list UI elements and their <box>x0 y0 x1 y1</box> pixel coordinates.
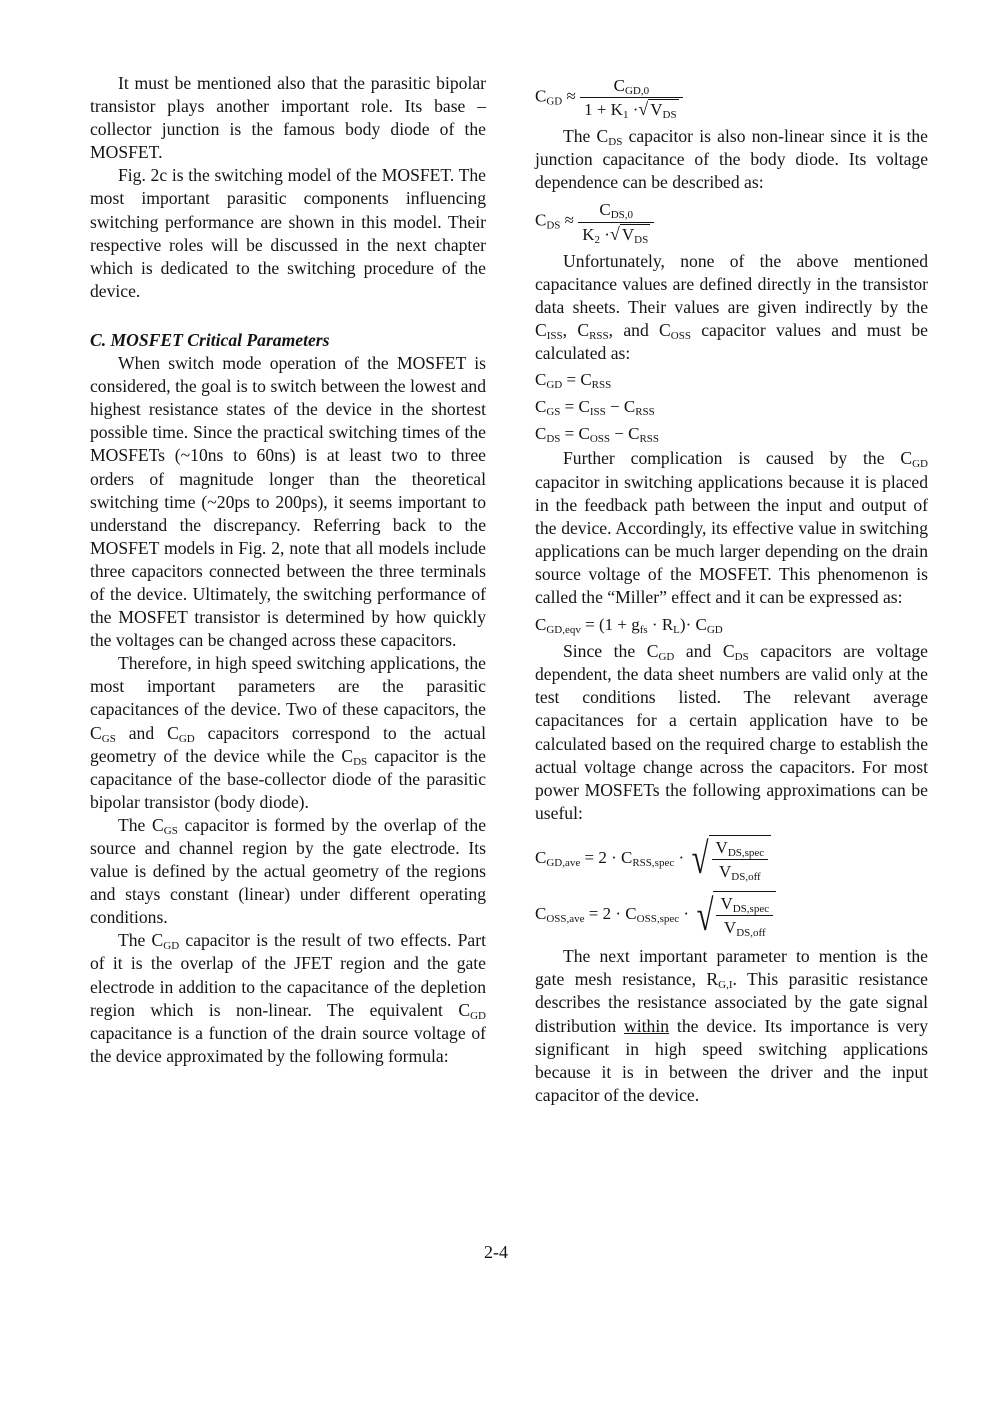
eq-symbol: C <box>535 615 547 635</box>
right-column <box>535 72 928 1107</box>
equation-cgd <box>535 74 928 121</box>
eq-text: 1 + K <box>584 100 623 120</box>
text-run: Since the C <box>563 641 659 662</box>
text-run: The C <box>118 930 164 951</box>
text-run: Unfortunately, none of the above mentioned capacitance values are defined directly in the transistor data sheets. Their values are given indirectly by the C <box>535 250 928 340</box>
numerator <box>712 836 769 859</box>
subscript: GD <box>163 940 180 953</box>
eq-symbol: C <box>535 847 547 867</box>
eq-text: (1 + g <box>598 615 640 635</box>
text-run: capacitance is a function of the drain source voltage of the device approximated by the following formula: <box>90 1022 486 1066</box>
fraction <box>580 74 683 121</box>
text-run: , and C <box>608 319 671 340</box>
subscript: DS <box>734 651 749 664</box>
radicand <box>648 99 678 122</box>
eq-text: )· C <box>679 615 707 635</box>
radicand <box>713 891 776 939</box>
equation-coss-ave <box>535 891 928 939</box>
eq-symbol: C <box>535 210 547 230</box>
eq-operator: = <box>564 424 575 444</box>
eq-operator: = <box>588 904 599 924</box>
eq-symbol: V <box>720 894 733 914</box>
fraction <box>712 836 769 883</box>
eq-symbol: C <box>623 397 636 417</box>
eq-symbol: C <box>628 424 640 444</box>
eq-operator: = <box>566 370 577 390</box>
subscript: 2 <box>594 233 601 246</box>
fraction <box>578 198 654 245</box>
text-run: the device. Its importance is very significant in high speed switching applications because it is in between the driver and the input capacitor of the device. <box>535 1015 929 1105</box>
equation-cds-coss <box>535 422 928 445</box>
text-run: Therefore, in high speed switching applications, the most important parameters are the parasitic capacitances of the device. Two of these capacitors, the C <box>90 653 486 743</box>
eq-operator: − <box>614 424 624 444</box>
text-run: The C <box>563 126 609 147</box>
paragraph <box>535 125 928 194</box>
fraction <box>716 892 773 939</box>
subscript: GD <box>912 458 928 471</box>
subscript: GS <box>163 824 178 837</box>
subscript: GD <box>178 732 195 745</box>
sqrt <box>688 835 771 883</box>
eq-symbol: V <box>621 224 635 244</box>
sqrt <box>610 223 650 246</box>
paragraph <box>90 652 486 814</box>
text-run: Further complication is caused by the C <box>563 448 913 469</box>
radical-sign: √ <box>696 890 714 940</box>
subscript: GD <box>470 1009 486 1022</box>
eq-symbol: V <box>723 918 737 938</box>
subscript: OSS,ave <box>546 913 585 926</box>
subscript: DS <box>546 433 561 446</box>
radical-sign: √ <box>609 223 620 244</box>
subscript: DS <box>662 109 677 122</box>
paragraph <box>535 640 928 825</box>
subscript: RSS <box>591 379 612 392</box>
paragraph <box>535 945 928 1107</box>
radicand <box>709 835 772 883</box>
subscript: GD <box>546 95 563 108</box>
subscript: ISS <box>546 329 563 342</box>
paragraph <box>90 929 486 1068</box>
paragraph <box>535 447 928 609</box>
text-run: The next important parameter to mention is the gate mesh resistance, R <box>535 946 928 990</box>
eq-symbol: C <box>535 397 547 417</box>
subscript: DS,spec <box>732 903 770 916</box>
text-run: capacitor is also non-linear since it is the junction capacitance of the body diode. Its voltage dependence can be described as: <box>535 126 928 193</box>
eq-symbol: C <box>535 86 547 106</box>
text-run: capacitor is the capacitance of the base-collector diode of the parasitic bipolar transistor (body diode). <box>90 745 486 812</box>
eq-symbol: C <box>578 397 590 417</box>
subscript: DS,off <box>736 927 766 940</box>
eq-text: · R <box>651 615 674 635</box>
numerator <box>580 74 683 97</box>
denominator <box>716 915 773 939</box>
subscript: GD,ave <box>546 856 581 869</box>
eq-text: 2 · C <box>602 904 637 924</box>
radical-sign: √ <box>692 834 709 884</box>
eq-symbol: C <box>578 424 590 444</box>
equation-miller <box>535 613 928 636</box>
eq-operator: · <box>678 847 685 867</box>
text-run: , C <box>562 319 590 340</box>
subscript: GD,0 <box>624 85 650 97</box>
subscript: OSS,spec <box>636 913 680 926</box>
text-run: and C <box>674 641 735 662</box>
sqrt <box>638 98 678 121</box>
text-run: capacitor values and must be calculated as: <box>535 319 928 364</box>
subscript: GD <box>706 624 723 637</box>
eq-operator: = <box>564 397 575 417</box>
paragraph: Fig. 2c is the switching model of the MOSFET. The most important parasitic components influencing switching performance are shown in this model. Their respective roles will be discussed in the next chapter which is dedicated to the switching procedure of the device. <box>90 165 486 301</box>
text-run: capacitor is formed by the overlap of the source and channel region by the gate electrode. Its value is defined by the actual geometry of the regions and stays constant (linear) under different operating conditions. <box>90 814 486 928</box>
denominator <box>580 97 683 121</box>
subscript: DS <box>608 136 623 149</box>
subscript: GD <box>658 651 675 664</box>
paragraph <box>535 250 928 365</box>
eq-symbol: V <box>719 862 732 881</box>
subscript: RSS <box>589 329 609 342</box>
subscript: GD,eqv <box>546 624 581 637</box>
subscript: GS <box>546 406 561 419</box>
text-run: capacitor is the result of two effects. Part of it is the overlap of the JFET region and the gate electrode in addition to the capacitance of the depletion region which is non-linear. The equivalent C <box>90 930 486 1020</box>
underlined-word: within <box>624 1015 670 1036</box>
eq-symbol: C <box>599 200 611 220</box>
subscript: DS,spec <box>727 846 765 859</box>
equation-cgd-ave <box>535 835 928 883</box>
eq-operator: · <box>632 100 639 120</box>
eq-symbol: C <box>535 424 547 444</box>
eq-operator: = <box>584 847 595 867</box>
denominator <box>712 859 769 883</box>
paragraph <box>90 814 486 929</box>
subscript: GS <box>101 732 116 745</box>
equation-cgd-crss <box>535 368 928 391</box>
subscript: RSS <box>635 406 655 419</box>
subscript: DS <box>353 755 368 768</box>
eq-symbol: V <box>715 837 728 857</box>
radicand <box>620 224 650 244</box>
numerator <box>578 198 654 221</box>
numerator <box>716 892 773 915</box>
section-heading: C. MOSFET Critical Parameters <box>90 329 330 350</box>
subscript: DS <box>546 219 561 232</box>
eq-symbol: C <box>535 370 547 390</box>
eq-text: 2 · C <box>598 847 633 867</box>
eq-symbol: C <box>580 370 592 390</box>
equation-cgs <box>535 395 928 418</box>
eq-operator: · <box>683 904 690 924</box>
eq-operator: ≈ <box>566 86 576 106</box>
subscript: fs <box>639 624 648 637</box>
eq-symbol: C <box>613 76 625 95</box>
subscript: RSS,spec <box>632 856 675 869</box>
paragraph: When switch mode operation of the MOSFET is considered, the goal is to switch between the lowest and highest resistance states of the device in the shortest possible time. Since the practical switching times of the MOSFETs (~10ns to 60ns) is at least two to three orders of magnitude longer than the theoretical switching time (~20ps to 200ps), it seems important to understand the discrepancy. Referring back to the MOSFET models in Fig. 2, note that all models include three capacitors connected between the three terminals of the device. Ultimately, the switching performance of the MOSFET transistor is determined by how quickly the voltages can be changed across these capacitors. <box>90 353 486 651</box>
eq-text: K <box>582 224 595 244</box>
page-number: 2-4 <box>484 1242 508 1262</box>
subscript: DS <box>634 233 649 246</box>
eq-symbol: C <box>535 904 547 924</box>
subscript: 1 <box>622 109 629 122</box>
eq-operator: − <box>610 397 620 417</box>
text-run: capacitors correspond to the actual geometry of the device while the C <box>90 722 486 766</box>
sqrt <box>693 891 776 939</box>
paragraph: It must be mentioned also that the parasitic bipolar transistor plays another important role. Its base – collector junction is the famous body diode of the MOSFET. <box>90 73 486 163</box>
radical-sign: √ <box>638 99 649 120</box>
eq-operator: ≈ <box>564 210 574 230</box>
eq-operator: = <box>585 615 595 635</box>
subscript: OSS <box>670 329 691 342</box>
subscript: G,I <box>718 979 733 992</box>
text-run: The C <box>118 814 164 835</box>
subscript: DS,off <box>731 871 761 883</box>
subscript: RSS <box>639 433 660 446</box>
text-run: . This parasitic resistance describes the resistance associated by the gate signal distribution <box>535 969 928 1036</box>
subscript: OSS <box>589 433 611 446</box>
subscript: GD <box>546 379 563 392</box>
subscript: ISS <box>589 406 606 419</box>
left-column <box>90 72 486 1068</box>
denominator <box>578 222 654 246</box>
subscript: DS,0 <box>610 209 634 222</box>
subscript: L <box>673 624 680 637</box>
text-run: and C <box>115 722 179 743</box>
eq-operator: · <box>604 224 610 244</box>
text-run: capacitors are voltage dependent, the data sheet numbers are valid only at the test conditions listed. The relevant average capacitances for a certain application have to be calculated based on the required charge to establish the actual voltage change across the capacitors. For most power MOSFETs the following approximations can be useful: <box>535 641 928 823</box>
text-run: capacitor in switching applications because it is placed in the feedback path between the input and output of the device. Accordingly, its effective value in switching applications can be much larger depending on the drain source voltage of the MOSFET. This phenomenon is called the “Miller” effect and it can be expressed as: <box>535 471 928 607</box>
eq-symbol: V <box>650 100 663 120</box>
equation-cds <box>535 198 928 245</box>
